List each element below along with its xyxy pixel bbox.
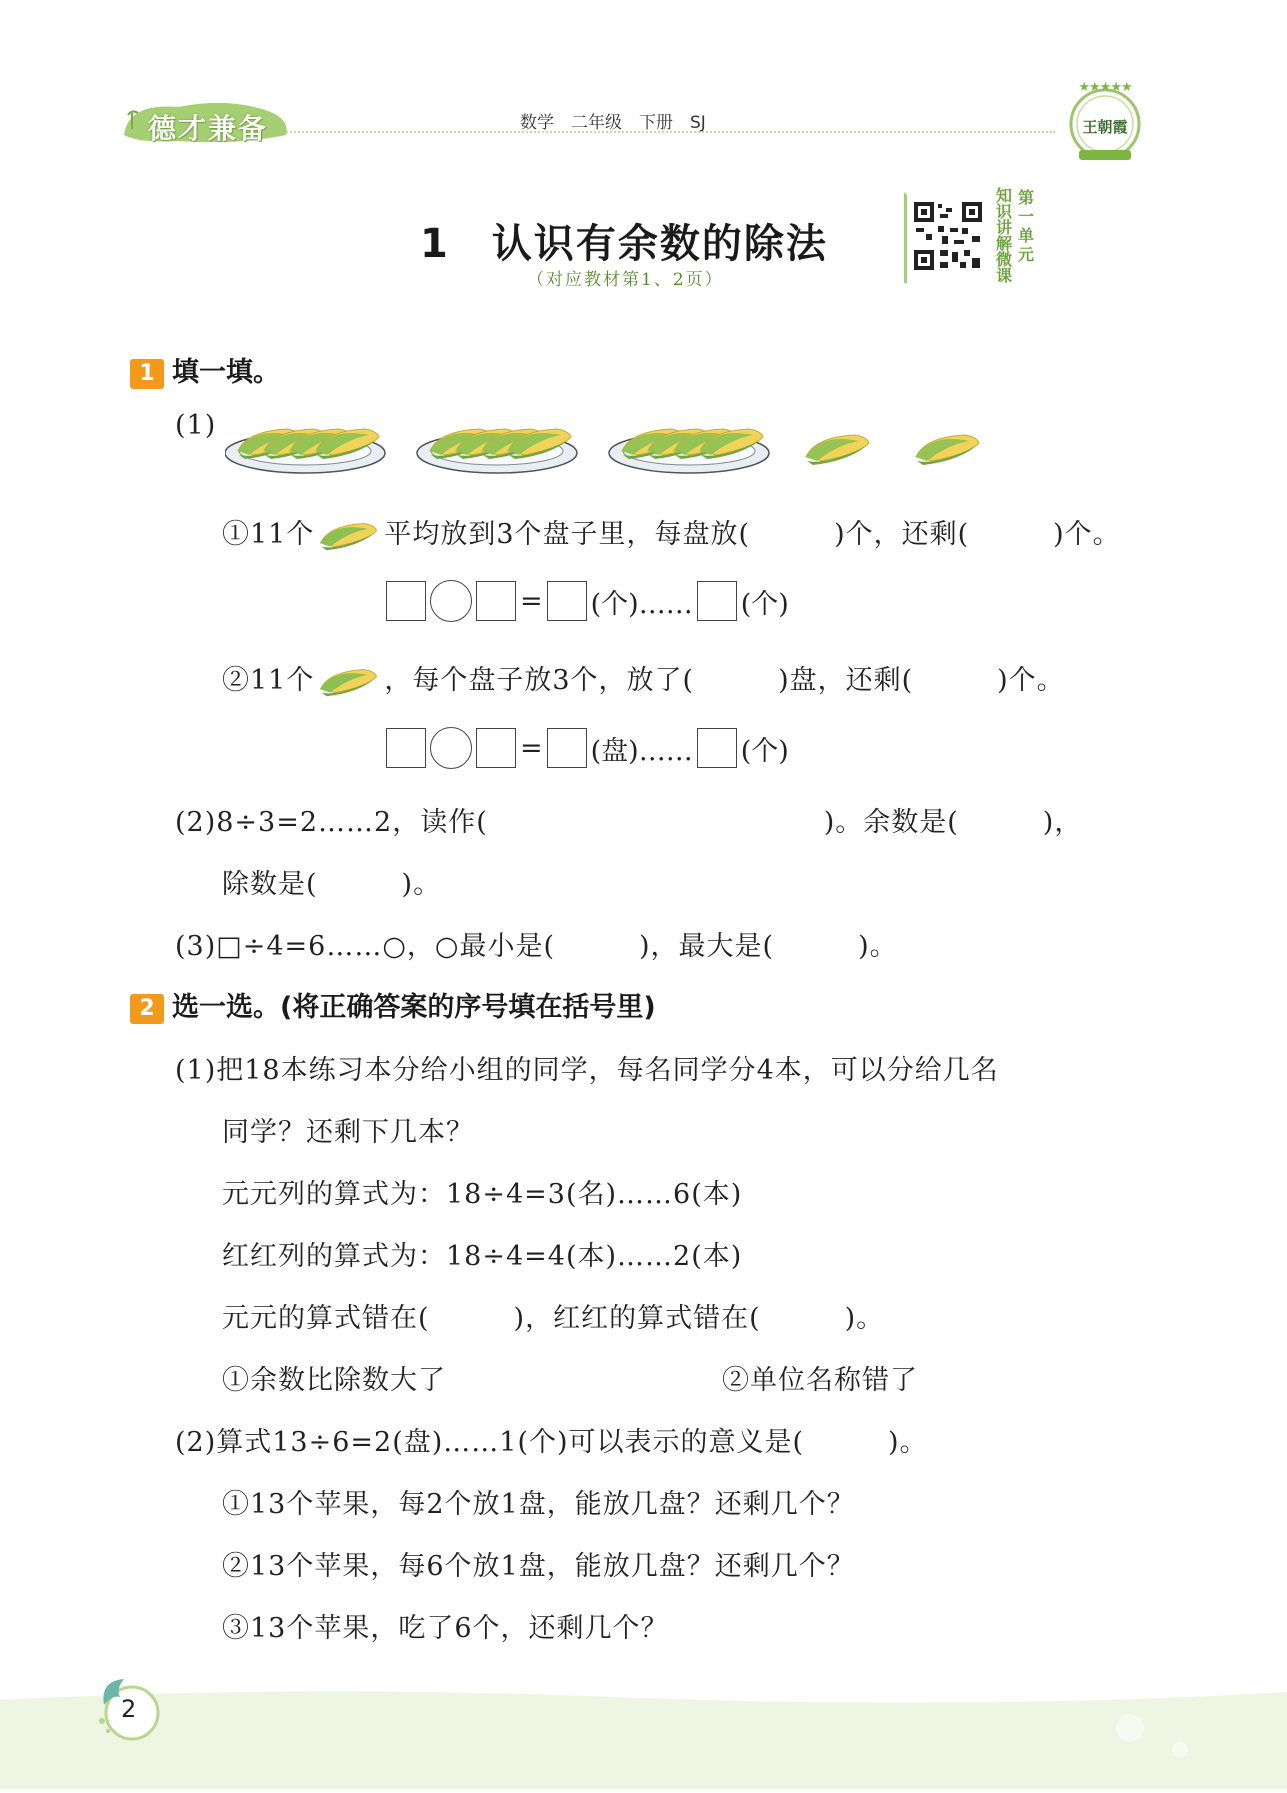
q2-line2: 除数是( )。 (222, 869, 442, 900)
brand-text: 德才兼备 (148, 112, 269, 145)
answer-box[interactable] (547, 728, 587, 768)
s2-q2-option1: ①13个苹果，每2个放1盘，能放几盘？还剩几个？ (222, 1489, 855, 1520)
plate-icon (609, 429, 769, 473)
q1b-line (222, 658, 1065, 698)
footer-background (0, 1680, 1287, 1789)
q1-label: (1) (175, 410, 217, 441)
answer-box[interactable] (476, 728, 516, 768)
subject-label: 数学 二年级 下册 SJ (520, 113, 706, 133)
answer-box[interactable] (386, 581, 426, 621)
answer-box[interactable] (697, 728, 737, 768)
answer-box[interactable] (386, 728, 426, 768)
s2-q1-option2: ②单位名称错了 (722, 1365, 918, 1396)
corn-illustration (225, 405, 995, 477)
lesson-subtitle: （对应教材第1、2页） (527, 270, 724, 290)
q1a-formula (386, 580, 789, 622)
seal-name: 王朝霞 (1082, 118, 1128, 136)
s2-q1-line2: 同学？还剩下几本？ (222, 1117, 474, 1148)
brand-logo (118, 95, 294, 145)
q2-line1: (2)8÷3=2……2，读作( )。余数是( )， (175, 807, 1083, 838)
operator-circle[interactable] (430, 727, 472, 769)
page-number-badge (94, 1675, 164, 1745)
s2-q1-line1: (1)把18本练习本分给小组的同学，每名同学分4本，可以分给几名 (175, 1055, 999, 1086)
section1-number: 1 (130, 359, 164, 389)
corn-icon (314, 666, 384, 698)
unit-text: (个)…… (590, 588, 693, 620)
operator-circle[interactable] (430, 580, 472, 622)
lesson-title: 1 认识有余数的除法 (420, 221, 828, 267)
equals-sign: = (520, 732, 543, 764)
corn-icon (915, 435, 979, 465)
unit-text: (盘)…… (590, 735, 693, 767)
unit-text: (个) (740, 735, 789, 767)
section1-title: 填一填。 (172, 357, 280, 388)
answer-box[interactable] (476, 581, 516, 621)
s2-q2-option3: ③13个苹果，吃了6个，还剩几个？ (222, 1613, 669, 1644)
answer-box[interactable] (547, 581, 587, 621)
q1b-prefix: ②11个 (222, 665, 315, 696)
corn-icon (805, 435, 869, 465)
q1a-prefix: ①11个 (222, 519, 315, 550)
s2-q1-line3: 元元列的算式为：18÷4=3(名)……6(本) (222, 1179, 743, 1210)
section2-title: 选一选。(将正确答案的序号填在括号里) (172, 992, 656, 1023)
micro-lesson-label: 知识讲解微课 (996, 186, 1013, 285)
s2-q1-line4: 红红列的算式为：18÷4=4(本)……2(本) (222, 1241, 743, 1272)
plate-icon (417, 429, 577, 473)
answer-box[interactable] (697, 581, 737, 621)
q3-line: (3)□÷4=6……○，○最小是( )，最大是( )。 (175, 931, 898, 962)
q1a-line (222, 512, 1121, 552)
q1a-text: 平均放到3个盘子里，每盘放( )个，还剩( )个。 (384, 519, 1121, 550)
s2-q2-option2: ②13个苹果，每6个放1盘，能放几盘？还剩几个？ (222, 1551, 855, 1582)
section1-heading (130, 350, 280, 389)
s2-q1-option1: ①余数比除数大了 (222, 1365, 446, 1396)
author-seal (1065, 78, 1145, 164)
plate-icon (225, 429, 385, 473)
qr-frame (904, 192, 995, 283)
q1b-text: ，每个盘子放3个，放了( )盘，还剩( )个。 (384, 665, 1065, 696)
equals-sign: = (520, 585, 543, 617)
section2-heading (130, 985, 656, 1024)
q1b-formula (386, 727, 789, 769)
corn-icon (314, 520, 384, 552)
s2-q2-line1: (2)算式13÷6=2(盘)……1(个)可以表示的意义是( )。 (175, 1427, 928, 1458)
unit-label: 第一单元 (1018, 188, 1035, 264)
unit-text: (个) (740, 588, 789, 620)
s2-q1-line5: 元元的算式错在( )，红红的算式错在( )。 (222, 1303, 885, 1334)
page-number: 2 (121, 1695, 137, 1723)
section2-number: 2 (130, 994, 164, 1024)
seal-stars: ★★★★★ (1078, 80, 1132, 95)
